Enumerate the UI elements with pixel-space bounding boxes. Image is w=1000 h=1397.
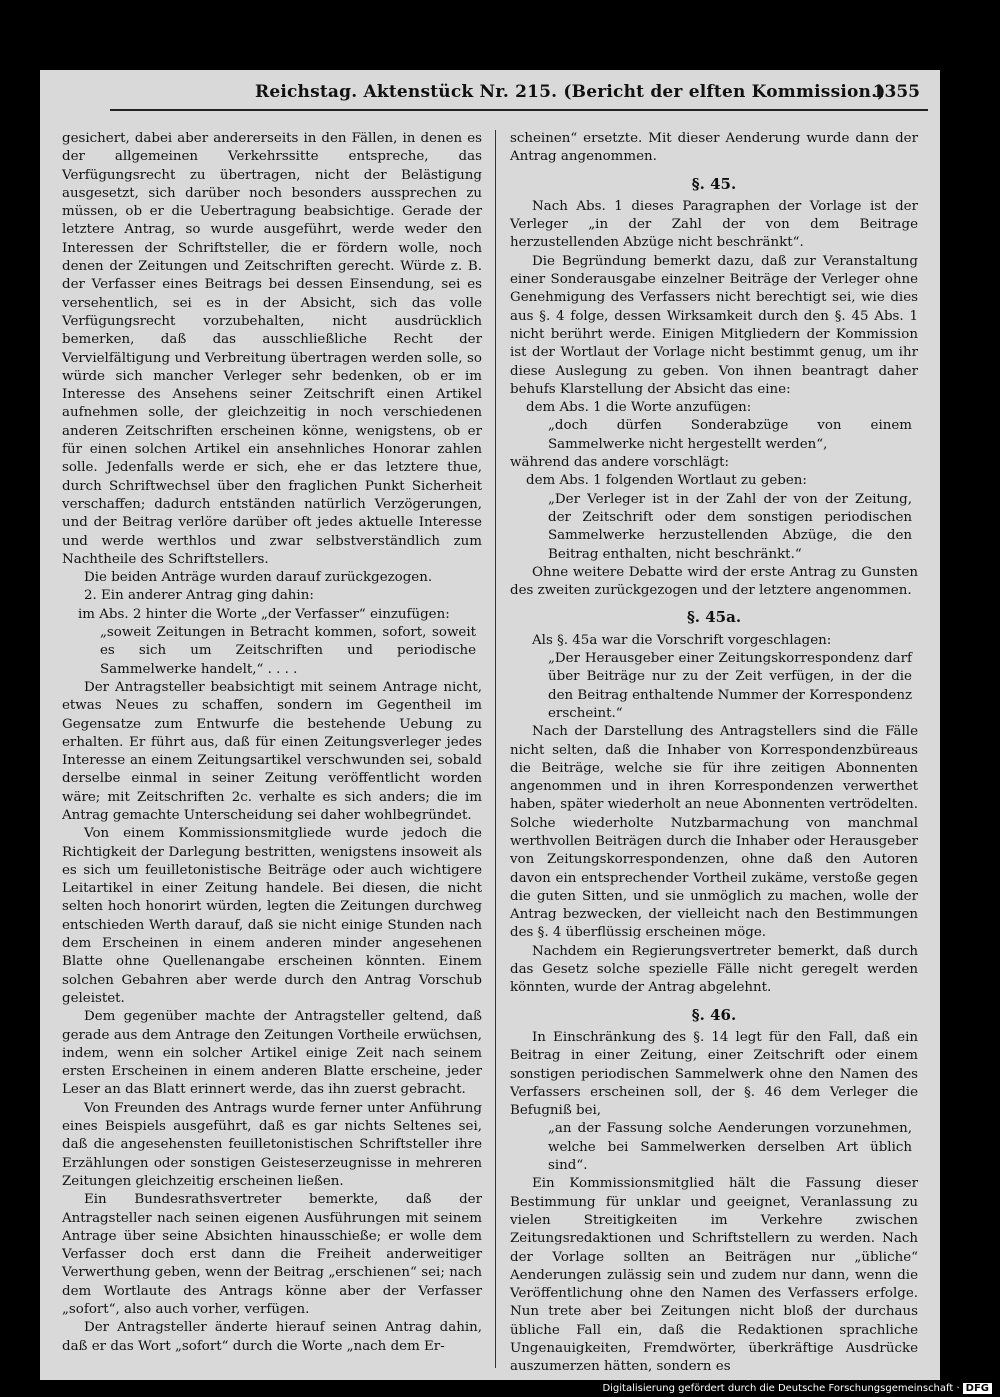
footer-credit <box>602 1383 992 1394</box>
section-heading: §. 45a. <box>686 608 742 627</box>
paragraph: Die beiden Anträge wurden darauf zurückgezogen. <box>84 570 433 586</box>
quotation: „Der Herausgeber einer Zeitungskorrespondenz darf über Beiträge nur zu der Zeit verfügen, in der die den Beitrag enthaltende Nummer der Korrespondenz erscheint.“ <box>548 651 912 721</box>
paragraph: 2. Ein anderer Antrag ging dahin: <box>84 588 314 604</box>
paragraph: Als §. 45a war die Vorschrift vorgeschlagen: <box>532 632 832 648</box>
paragraph: dem Abs. 1 folgenden Wortlaut zu geben: <box>526 473 807 489</box>
paragraph: Dem gegenüber machte der Antragsteller geltend, daß gerade aus dem Antrage den Zeitungen Vortheile erwüchsen, indem, wenn ein solcher Artikel einige Zeit nach seinem ersten Erscheinen in einem anderen Blatte erscheine, jeder Leser an das Blatt erinnert werde, das ihn zuerst gebracht. <box>62 1009 482 1098</box>
quotation: „doch dürfen Sonderabzüge von einem Sammelwerke nicht hergestellt werden“, <box>548 418 912 452</box>
header-rule <box>110 109 928 111</box>
footer-text: Digitalisierung gefördert durch die Deutsche Forschungsgemeinschaft · <box>602 1383 960 1394</box>
paragraph: scheinen“ ersetzte. Mit dieser Aenderung wurde dann der Antrag angenommen. <box>510 131 918 165</box>
paragraph: während das andere vorschlägt: <box>510 455 729 471</box>
paragraph: Ohne weitere Debatte wird der erste Antrag zu Gunsten des zweiten zurückgezogen und der letztere angenommen. <box>510 564 918 599</box>
quotation: „an der Fassung solche Aenderungen vorzunehmen, welche bei Sammelwerken derselben Art üblich sind“. <box>548 1121 912 1174</box>
paragraph: In Einschränkung des §. 14 legt für den Fall, daß ein Beitrag in einer Zeitung, einer Zeitschrift oder einem sonstigen periodischen Sammelwerk ohne den Namen des Verfassers erscheinen soll, der §. 46 dem Verleger die Befugniß bei, <box>510 1029 918 1119</box>
section-heading: §. 45. <box>691 174 737 193</box>
paragraph: Ein Kommissionsmitglied hält die Fassung dieser Bestimmung für unklar und geeignet, Veranlassung zu vielen Streitigkeiten im Verkehre zwischen Zeitungsredaktionen und Schriftstellern zu werden. Nach der Vorlage sollten an Beiträgen nur „übliche“ Aenderungen zulässig sein und zudem nur dann, wenn die Veröffentlichung ohne den Namen des Verfassers erfolge. Nun trete aber bei Zeitungen nicht bloß der durchaus übliche Fall ein, daß die Redaktionen sprachliche Ungenauigkeiten, Fremdwörter, überkräftige Ausdrücke auszumerzen hätten, sondern es <box>510 1176 918 1375</box>
section-heading: §. 46. <box>691 1005 737 1024</box>
paragraph: Die Begründung bemerkt dazu, daß zur Veranstaltung einer Sonderausgabe einzelner Beiträge der Verleger ohne Genehmigung des Verfassers nicht berechtigt sei, wie dies aus §. 4 folge, dessen Wirksamkeit durch den §. 45 Abs. 1 nicht berührt werde. Einigen Mitgliedern der Kommission ist der Wortlaut der Vorlage nicht bestimmt genug, um ihr diese Auslegung zu geben. Von ihnen beantragt daher behufs Klarstellung der Absicht das eine: <box>510 253 918 397</box>
paragraph: Nach Abs. 1 dieses Paragraphen der Vorlage ist der Verleger „in der Zahl der von dem Beitrage herzustellenden Abzüge nicht beschränkt“. <box>510 198 918 251</box>
page-number: 1355 <box>872 82 920 102</box>
left-column <box>62 130 482 1356</box>
header-title: Reichstag. Aktenstück Nr. 215. (Bericht der elften Kommission.) <box>255 82 886 102</box>
paragraph: gesichert, dabei aber andererseits in den Fällen, in denen es der allgemeinen Verkehrssitte entspreche, das Verfügungsrecht zu übertragen, nicht der Belästigung ausgesetzt, sich darüber noch besonders aussprechen zu müssen, ob er die Uebertragung beabsichtige. Gerade der letztere Antrag, so wurde ausgeführt, werde weder den Interessen der Schriftsteller, die er fördern wolle, noch denen der Zeitungen und Zeitschriften gerecht. Würde z. B. der Verfasser eines Beitrags bei dessen Einsendung, sei es versehentlich, sei es in der Absicht, sich das volle Verfügungsrecht vorzubehalten, nicht ausdrücklich bemerken, daß das ausschließliche Recht der Vervielfältigung und Verbreitung übertragen werden solle, so würde sich mancher Verleger sehr bedenken, ob er im Interesse des Ansehens seiner Zeitschrift einen Artikel aufnehmen solle, der gleichzeitig in noch verschiedenen anderen Zeitschriften erscheinen könne, wenigstens, ob er für einen solchen Artikel ein ansehnliches Honorar zahlen solle. Jedenfalls werde er sich, ehe er das letztere thue, durch Schriftwechsel über den fraglichen Punkt Sicherheit verschaffen; dadurch entständen natürlich Verzögerungen, und der Beitrag verlöre darüber oft jedes aktuelle Interesse und werde werthlos und zwar selbstverständlich zum Nachtheile des Schriftstellers. <box>62 131 482 567</box>
paragraph: Ein Bundesrathsvertreter bemerkte, daß der Antragsteller nach seinen eigenen Ausführungen mit seinem Antrage über seine Absichten hinausschieße; er wolle dem Verfasser doch erst dann die Freiheit anderweitiger Verwerthung geben, wenn der Beitrag „erschienen“ sei; nach dem Wortlaute des Antrags könne aber der Verfasser „sofort“, also auch vorher, verfügen. <box>62 1192 482 1317</box>
paragraph: Der Antragsteller beabsichtigt mit seinem Antrage nicht, etwas Neues zu schaffen, sondern im Gegentheil im Gegensatze zum Entwurfe die bestehende Uebung zu erhalten. Er führt aus, daß für einen Zeitungsverleger jedes Interesse an einem Zeitungsartikel verschwunden sei, sobald derselbe einmal in seiner Zeitung veröffentlicht worden wäre; mit Zeitschriften 2c. verhalte es sich anders; die im Antrag gemachte Unterscheidung sei daher wohlbegründet. <box>62 679 482 823</box>
paragraph: Von Freunden des Antrags wurde ferner unter Anführung eines Beispiels ausgeführt, daß es gar nichts Seltenes sei, daß die angesehensten feuilletonistischen Schriftsteller ihre Erzählungen oder sonstigen Geisteserzeugnisse in mehreren Zeitungen gleichzeitig erscheinen ließen. <box>62 1100 482 1189</box>
document-page <box>40 70 940 1380</box>
paragraph: Nachdem ein Regierungsvertreter bemerkt, daß durch das Gesetz solche spezielle Fälle nicht geregelt werden könnten, wurde der Antrag abgelehnt. <box>510 943 918 996</box>
column-divider <box>495 130 496 1368</box>
page-header <box>40 82 940 108</box>
paragraph: Der Antragsteller änderte hierauf seinen Antrag dahin, daß er das Wort „sofort“ durch die Worte „nach dem Er- <box>62 1320 482 1354</box>
dfg-logo: DFG <box>963 1383 992 1394</box>
right-column <box>510 130 918 1377</box>
paragraph: Nach der Darstellung des Antragstellers sind die Fälle nicht selten, daß die Inhaber von Korrespondenzbüreaus die Beiträge, welche sie für ihre zeitigen Abonnenten angenommen und in ihren Korrespondenzen verwerthet haben, später wiederholt an neue Abonnenten vertrödelten. Solche wiederholte Nutzbarmachung von manchmal werthvollen Beiträgen durch die Inhaber oder Herausgeber von Zeitungskorrespondenzen, ohne daß den Autoren davon ein entsprechender Vortheil zukäme, verstoße gegen die guten Sitten, und sie unmöglich zu machen, wolle der Antrag bezwecken, der vielleicht nach den Bestimmungen des §. 4 überflüssig erscheinen möge. <box>510 724 919 941</box>
quotation: „soweit Zeitungen in Betracht kommen, sofort, soweit es sich um Zeitschriften und periodische Sammelwerke handelt,“ . . . . <box>100 625 476 677</box>
paragraph: Von einem Kommissionsmitgliede wurde jedoch die Richtigkeit der Darlegung bestritten, wenigstens insoweit als es sich um feuilletonistische Beiträge oder auch wichtigere Leitartikel in einer Zeitung handele. Bei diesen, die nicht selten hoch honorirt würden, legten die Zeitungen durchweg entschieden Werth darauf, daß sie nicht einige Stunden nach dem Erscheinen in einem anderen minder angesehenen Blatte ohne Quellenangabe erscheinen könnten. Einem solchen Gebahren aber werde durch den Antrag Vorschub geleistet. <box>62 826 482 1006</box>
paragraph: im Abs. 2 hinter die Worte „der Verfasser“ einzufügen: <box>78 606 450 622</box>
paragraph: dem Abs. 1 die Worte anzufügen: <box>526 400 752 416</box>
quotation: „Der Verleger ist in der Zahl der von der Zeitung, der Zeitschrift oder dem sonstigen periodischen Sammelwerke herzustellenden Abzüge, die den Beitrag enthalten, nicht beschränkt.“ <box>548 491 912 562</box>
